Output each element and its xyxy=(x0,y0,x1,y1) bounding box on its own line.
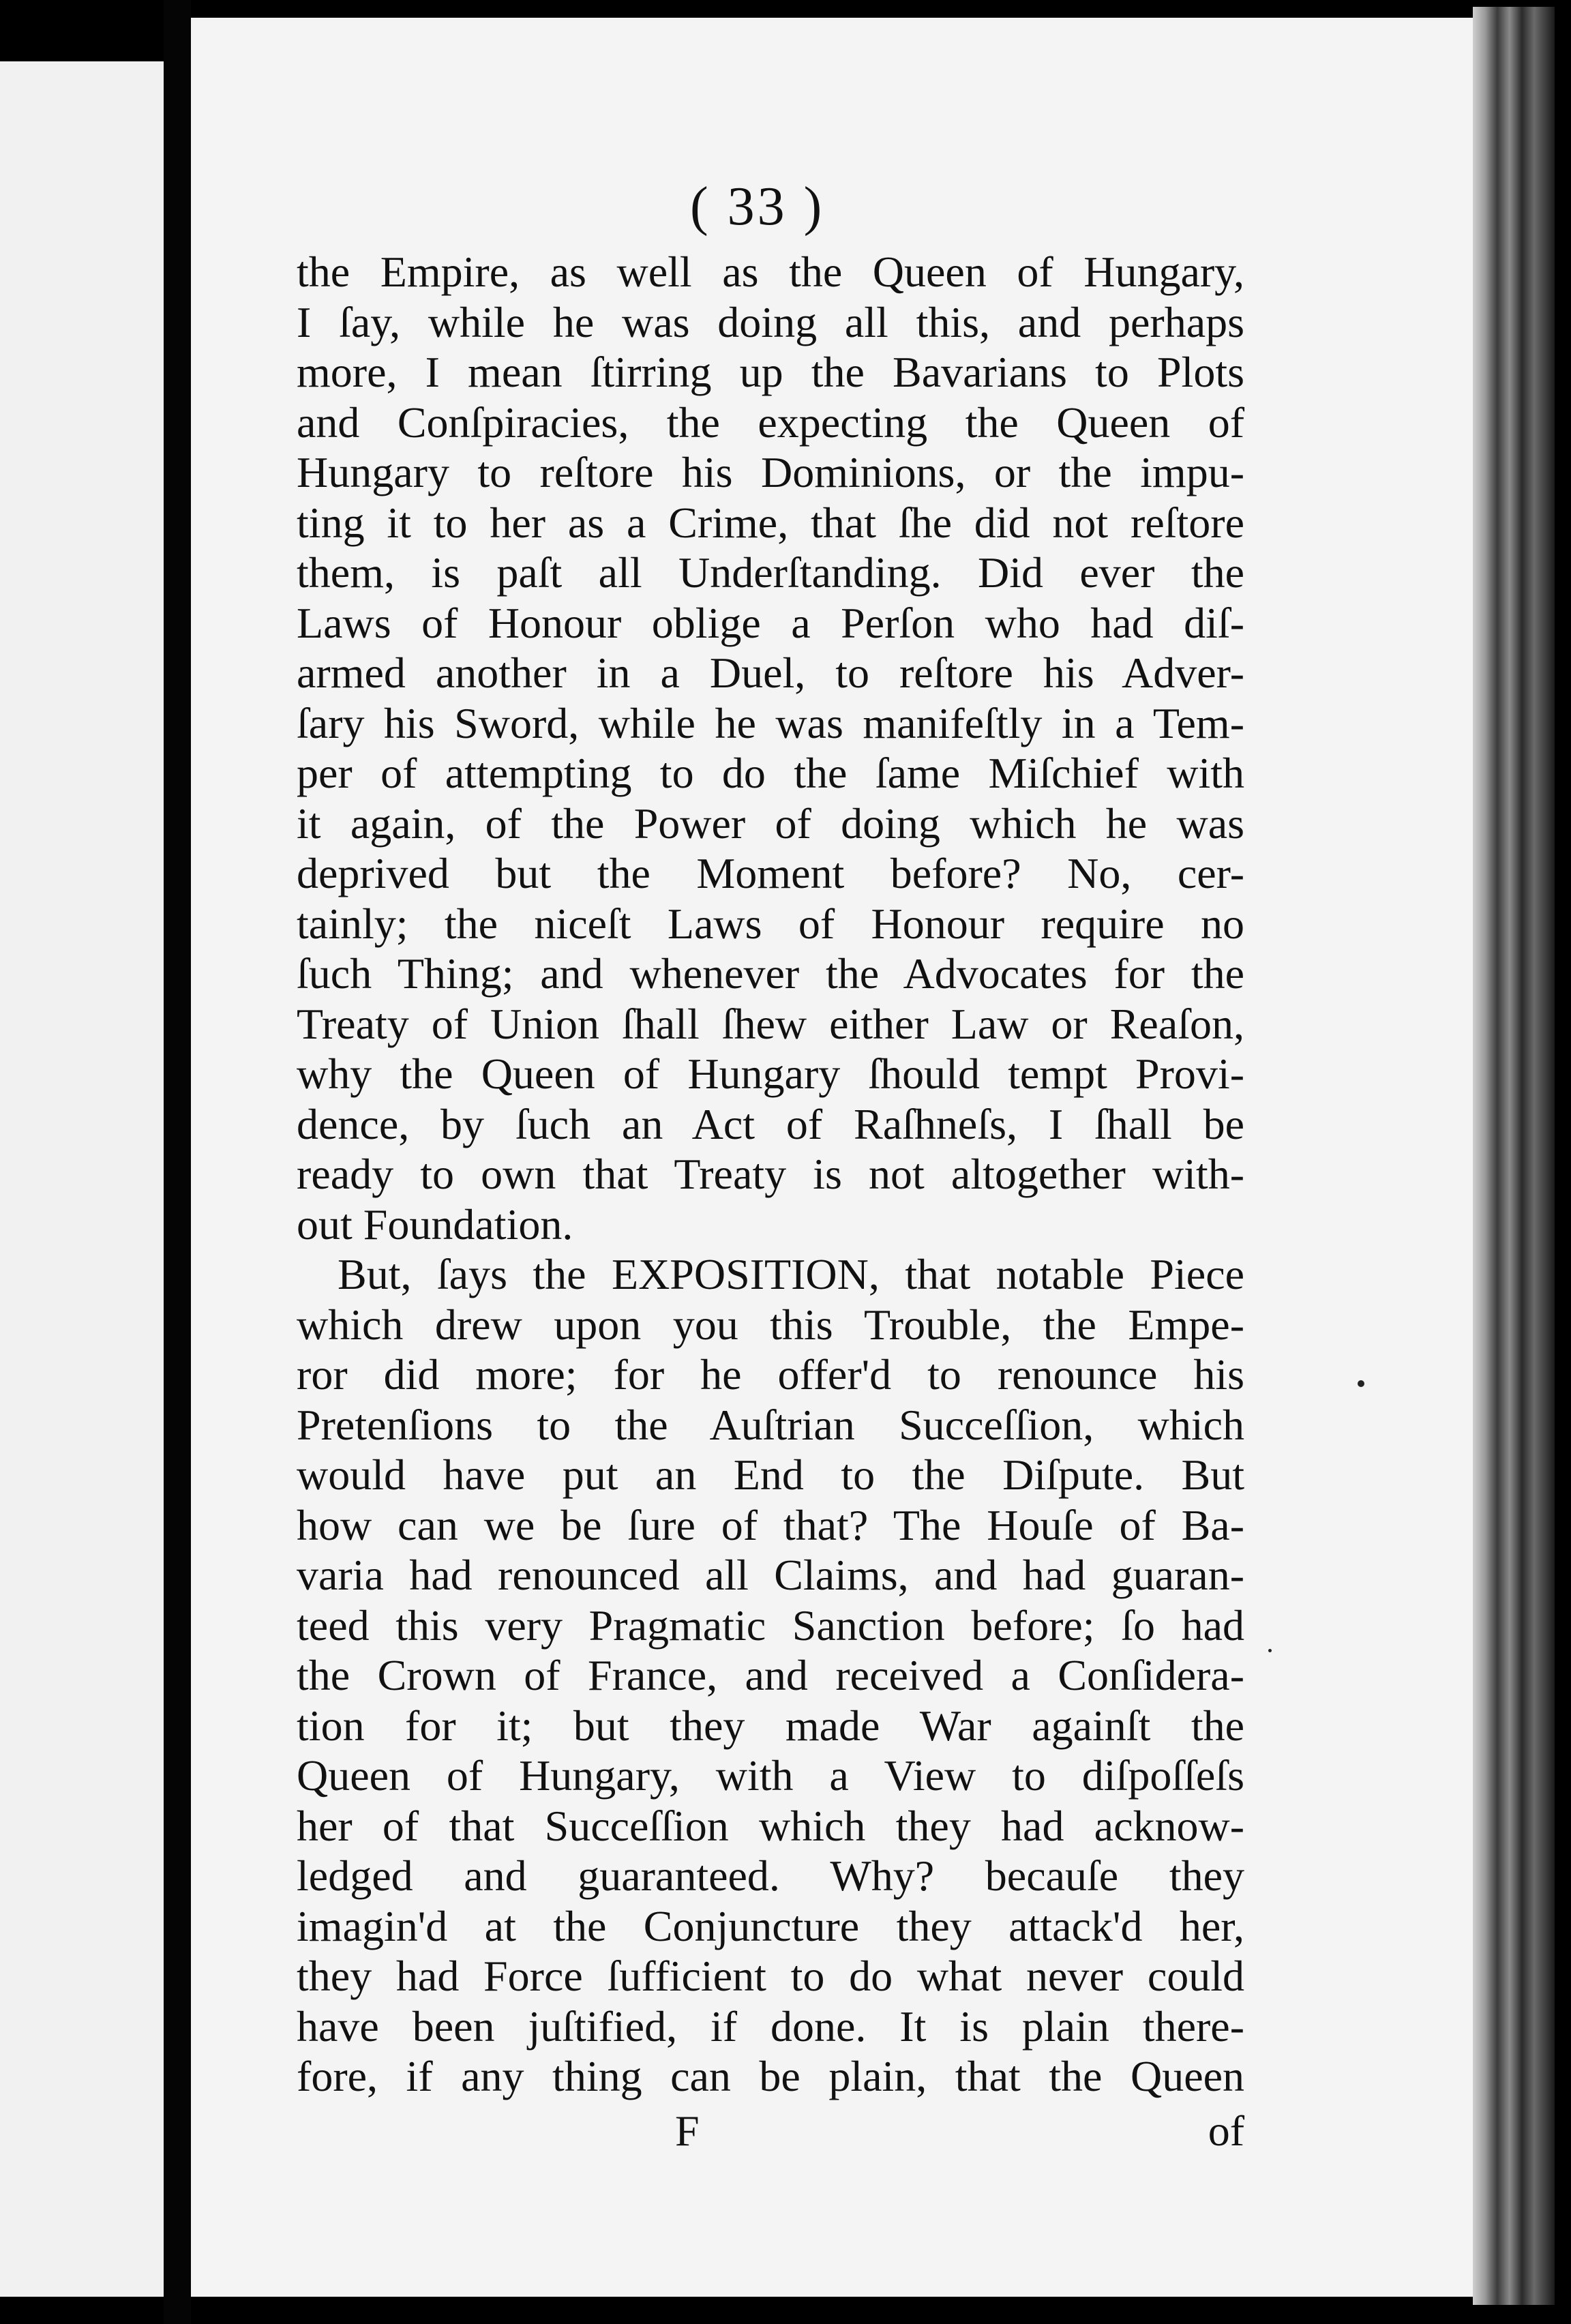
page-fore-edge xyxy=(1473,7,1555,2305)
text-line: tion for it; but they made War againſt the xyxy=(297,1701,1244,1750)
text-line: varia had renounced all Claims, and had guaran- xyxy=(297,1551,1244,1599)
ink-speck xyxy=(1358,1380,1364,1387)
text-line: ror did more; for he offer'd to renounce his xyxy=(297,1350,1244,1399)
text-line: her of that Succeſſion which they had acknow- xyxy=(297,1801,1244,1850)
ink-speck xyxy=(1268,1649,1272,1652)
text-line: armed another in a Duel, to reſtore his Adver- xyxy=(297,649,1244,697)
catchword: of xyxy=(1208,2106,1244,2155)
text-line: Hungary to reſtore his Dominions, or the impu- xyxy=(297,448,1244,496)
text-line: deprived but the Moment before? No, cer- xyxy=(297,849,1244,897)
text-line: Queen of Hungary, with a View to diſpoſſeſs xyxy=(297,1751,1244,1800)
book-gutter xyxy=(164,0,191,2324)
text-line: ledged and guaranteed. Why? becauſe they xyxy=(297,1851,1244,1900)
text-line: fore, if any thing can be plain, that the Queen xyxy=(297,2052,1244,2100)
text-line: tainly; the niceſt Laws of Honour require no xyxy=(297,899,1244,948)
text-line: they had Force ſufficient to do what never could xyxy=(297,1952,1244,2000)
text-line: which drew upon you this Trouble, the Empe- xyxy=(297,1300,1244,1349)
text-line: Pretenſions to the Auſtrian Succeſſion, which xyxy=(297,1400,1244,1449)
text-line: have been juſtified, if done. It is plain there- xyxy=(297,2001,1244,2051)
text-line: why the Queen of Hungary ſhould tempt Provi- xyxy=(297,1049,1244,1098)
text-line: But, ſays the EXPOSITION, that notable Piece xyxy=(338,1250,1244,1298)
text-line: ready to own that Treaty is not altogether with- xyxy=(297,1150,1244,1198)
text-line: teed this very Pragmatic Sanction before; ſo had xyxy=(297,1600,1244,1650)
page-number: ( 33 ) xyxy=(690,177,825,237)
text-line: ſuch Thing; and whenever the Advocates for the xyxy=(297,949,1244,998)
signature-mark: F xyxy=(675,2106,700,2155)
text-line: Treaty of Union ſhall ſhew either Law or Reaſon, xyxy=(297,999,1244,1048)
text-line: imagin'd at the Conjuncture they attack'd her, xyxy=(297,1901,1244,1950)
body-text xyxy=(297,247,1244,2102)
text-line: out Foundation. xyxy=(297,1200,573,1249)
text-line: dence, by ſuch an Act of Raſhneſs, I ſhall be xyxy=(297,1099,1244,1148)
text-line: the Crown of France, and received a Conſidera- xyxy=(297,1651,1244,1699)
text-line: it again, of the Power of doing which he was xyxy=(297,799,1244,848)
text-line: I ſay, while he was doing all this, and perhaps xyxy=(297,297,1244,346)
text-line: and Conſpiracies, the expecting the Queen of xyxy=(297,398,1244,447)
text-line: ſary his Sword, while he was manifeſtly in a Tem- xyxy=(297,698,1244,747)
text-line: ting it to her as a Crime, that ſhe did not reſtore xyxy=(297,498,1244,547)
text-line: per of attempting to do the ſame Miſchief with xyxy=(297,749,1244,797)
text-line: would have put an End to the Diſpute. But xyxy=(297,1450,1244,1499)
text-line: them, is paſt all Underſtanding. Did ever the xyxy=(297,548,1244,597)
text-line: the Empire, as well as the Queen of Hungary, xyxy=(297,248,1244,296)
text-line: more, I mean ſtirring up the Bavarians to Plots xyxy=(297,348,1244,396)
text-line: Laws of Honour oblige a Perſon who had diſ- xyxy=(297,598,1244,647)
facing-page-edge xyxy=(0,61,164,2297)
text-line: how can we be ſure of that? The Houſe of Ba- xyxy=(297,1500,1244,1549)
